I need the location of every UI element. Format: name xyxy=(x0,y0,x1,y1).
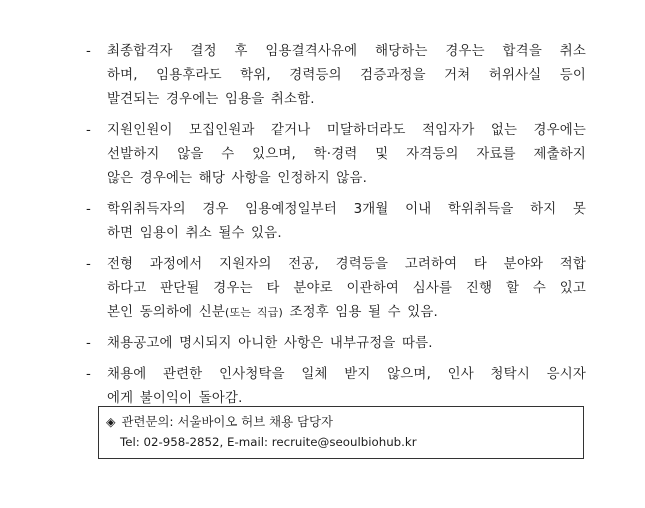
notice-item-degree xyxy=(86,198,586,246)
notice-item-cancellation xyxy=(86,40,586,112)
bullet-dash: - xyxy=(86,336,92,351)
contact-title-text: 관련문의: 서울바이오 허브 채용 담당자 xyxy=(121,414,333,429)
notice-text-line: 전형 과정에서 지원자의 전공, 경력등을 고려하여 타 분야와 적합 xyxy=(107,257,586,272)
notice-text-line: 채용에 관련한 인사청탁을 일체 받지 않으며, 인사 청탁시 응시자 xyxy=(107,367,586,382)
notice-text-line: 하며, 임용후라도 학위, 경력등의 검증과정을 거쳐 허위사실 등이 xyxy=(107,68,586,83)
bullet-dash: - xyxy=(86,367,92,382)
notice-text-line: 하면 임용이 취소 될수 있음. xyxy=(107,226,282,241)
notice-text-line: 하다고 판단될 경우는 타 분야로 이관하여 심사를 진행 할 수 있고 xyxy=(107,281,586,296)
notice-text-small: (또는 직급) xyxy=(225,306,283,319)
notice-text-line: 발견되는 경우에는 임용을 취소함. xyxy=(107,92,315,107)
notice-item-solicitation xyxy=(86,363,586,411)
notice-item-regulations xyxy=(86,332,586,356)
notice-text-line: 학위취득자의 경우 임용예정일부터 3개월 이내 학위취득을 하지 못 xyxy=(107,202,586,217)
notice-text-line xyxy=(107,301,586,325)
contact-title xyxy=(106,412,575,432)
bullet-dash: - xyxy=(86,202,92,217)
bullet-dash: - xyxy=(86,44,92,59)
notice-text-line: 최종합격자 결정 후 임용결격사유에 해당하는 경우는 합격을 취소 xyxy=(107,44,586,59)
notice-text-line: 선발하지 않을 수 있으며, 학·경력 및 자격등의 자료를 제출하지 xyxy=(107,147,586,162)
bullet-dash: - xyxy=(86,123,92,138)
notice-item-selection xyxy=(86,119,586,191)
notice-text-segment: 조정후 임용 될 수 있음. xyxy=(282,305,438,320)
notice-list xyxy=(86,40,586,418)
notice-item-transfer xyxy=(86,253,586,325)
contact-box xyxy=(98,406,584,459)
bullet-dash: - xyxy=(86,257,92,272)
notice-text-line: 채용공고에 명시되지 아니한 사항은 내부규정을 따름. xyxy=(107,336,433,351)
diamond-icon: ◈ xyxy=(106,414,116,429)
notice-text-segment: 본인 동의하에 신분 xyxy=(107,305,225,320)
notice-text-line: 지원인원이 모집인원과 같거나 미달하더라도 적임자가 없는 경우에는 xyxy=(107,123,586,138)
notice-text-line: 에게 불이익이 돌아감. xyxy=(107,391,243,406)
notice-text-line: 않은 경우에는 해당 사항을 인정하지 않음. xyxy=(107,171,368,186)
contact-details: Tel: 02-958-2852, E-mail: recruite@seoulbiohub.kr xyxy=(120,435,417,449)
